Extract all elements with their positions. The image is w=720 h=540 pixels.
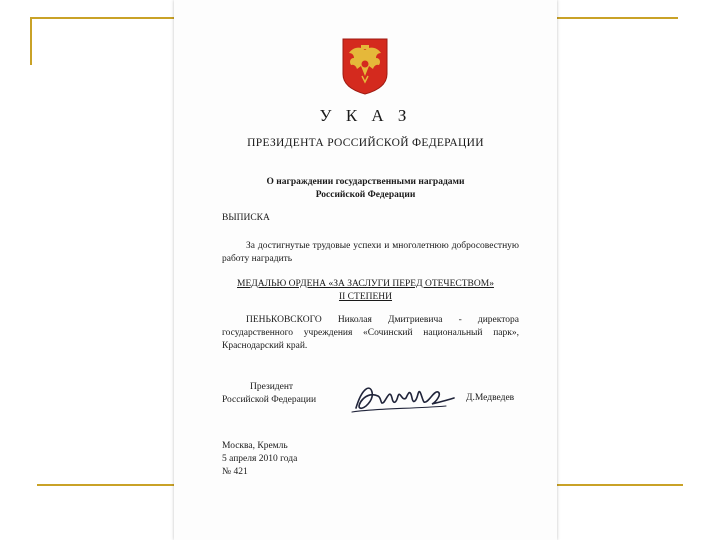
slide-frame-left-line [30,17,32,65]
decree-topic-line: О награждении государственными наградами [266,177,465,187]
decree-topic-line: Российской Федерации [315,190,416,200]
award-name-line: МЕДАЛЬЮ ОРДЕНА «ЗА ЗАСЛУГИ ПЕРЕД ОТЕЧЕСТВОМ» [237,279,494,289]
slide-frame-top-left-line [30,17,174,19]
signer-name: Д.Медведев [466,393,515,403]
signer-position-line: Президент [250,382,294,392]
award-name [174,278,557,304]
award-name-line: II СТЕПЕНИ [338,292,393,302]
place-date-block [222,440,297,479]
decree-topic [174,176,557,202]
award-reason-paragraph: За достигнутые трудовые успехи и многолетнюю добросовестную работу наградить [222,241,519,264]
slide-frame-bottom-right-line [557,484,683,486]
decree-subtitle: ПРЕЗИДЕНТА РОССИЙСКОЙ ФЕДЕРАЦИИ [247,137,484,149]
decree-place: Москва, Кремль [222,441,288,451]
russian-coat-of-arms-icon [340,36,390,96]
handwritten-signature [350,378,460,418]
decree-date: 5 апреля 2010 года [222,454,298,464]
slide-frame-bottom-left-line [37,484,174,486]
decree-title: У К А З [319,106,412,125]
signer-position [222,381,316,407]
recipient-paragraph: ПЕНЬКОВСКОГО Николая Дмитриевича - директора государственного учреждения «Сочинский национальный парк», Краснодарский край. [222,315,519,351]
decree-document [174,0,557,540]
slide-frame-top-right-line [557,17,678,19]
signer-position-line: Российской Федерации [222,395,317,405]
decree-number: № 421 [222,467,248,477]
extract-label: ВЫПИСКА [222,213,270,223]
